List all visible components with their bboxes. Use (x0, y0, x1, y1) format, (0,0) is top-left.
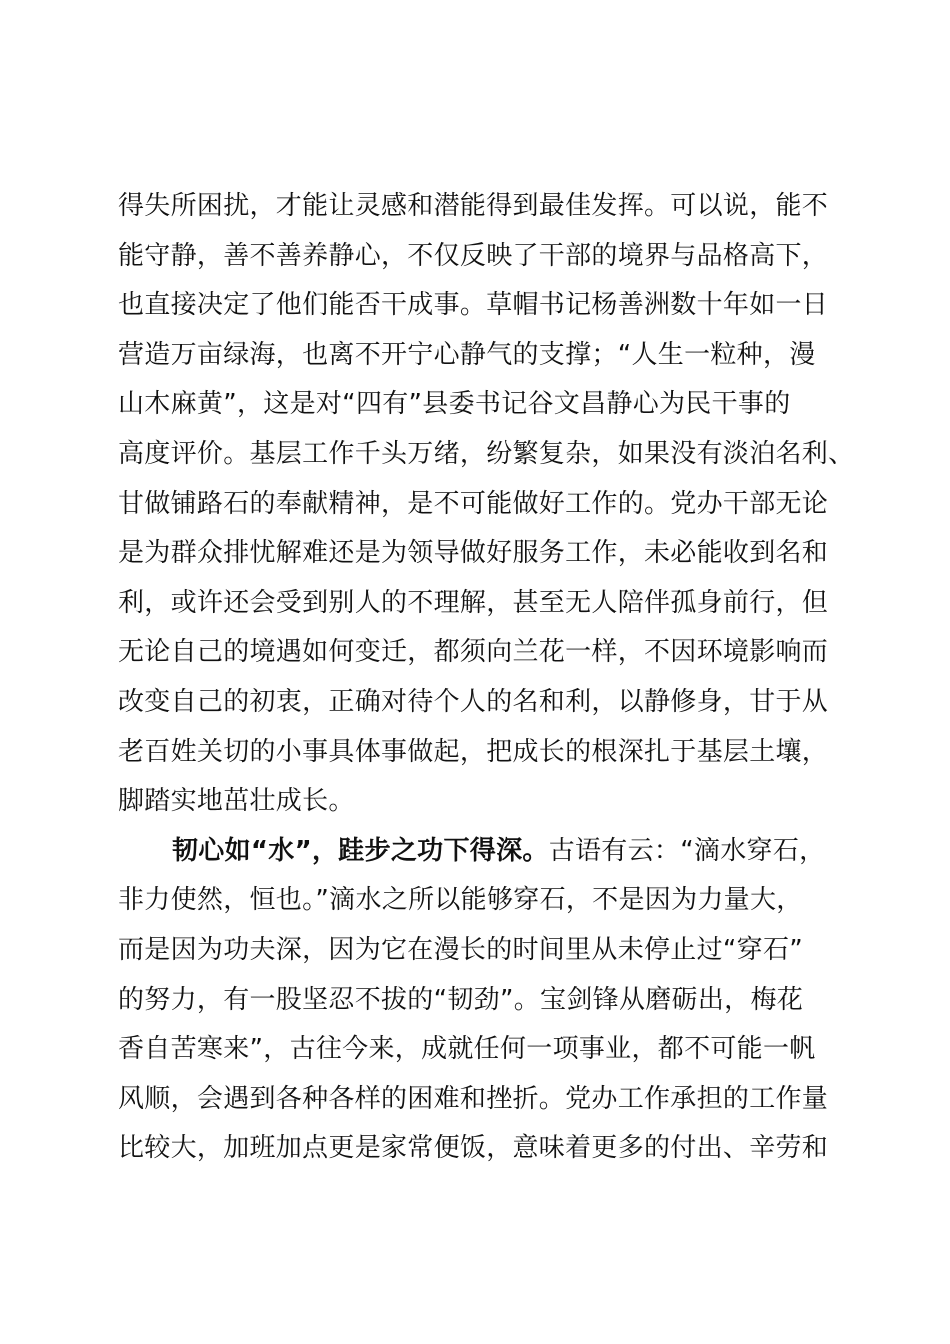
text-line: 高度评价。基层工作千头万绪，纷繁复杂，如果没有淡泊名利、 (118, 438, 855, 469)
text-line: 的努力，有一股坚忍不拔的“韧劲”。宝剑锋从磨砺出，梅花 (118, 984, 804, 1015)
text-line: 风顺，会遇到各种各样的困难和挫折。党办工作承担的工作量 (118, 1083, 829, 1114)
text-line: 是为群众排忧解难还是为领导做好服务工作，未必能收到名和 (118, 538, 829, 569)
text-line: 脚踏实地茁壮成长。 (118, 786, 355, 817)
text-line: 改变自己的初衷，正确对待个人的名和利，以静修身，甘于从 (118, 686, 829, 717)
text-line: 香自苦寒来”，古往今来，成就任何一项事业，都不可能一帆 (118, 1034, 816, 1065)
text-line: 山木麻黄”，这是对“四有”县委书记谷文昌静心为民干事的 (118, 389, 791, 420)
body-text (118, 182, 855, 1174)
text-line: 也直接决定了他们能否干成事。草帽书记杨善洲数十年如一日 (118, 290, 829, 321)
text-line: 老百姓关切的小事具体事做起，把成长的根深扎于基层土壤， (118, 736, 829, 767)
text-line: 无论自己的境遇如何变迁，都须向兰花一样，不因环境影响而 (118, 637, 829, 668)
text-line: 甘做铺路石的奉献精神，是不可能做好工作的。党办干部无论 (118, 488, 829, 519)
text-line: 利，或许还会受到别人的不理解，甚至无人陪伴孤身前行，但 (118, 587, 829, 618)
paragraph-heading-rest: 古语有云：“滴水穿石， (548, 835, 826, 866)
text-line: 能守静，善不善养静心，不仅反映了干部的境界与品格高下， (118, 240, 829, 271)
text-line: 得失所困扰，才能让灵感和潜能得到最佳发挥。可以说，能不 (118, 191, 829, 221)
text-line: 非力使然，恒也。”滴水之所以能够穿石，不是因为力量大， (118, 885, 803, 916)
text-line: 而是因为功夫深，因为它在漫长的时间里从未停止过“穿石” (118, 934, 804, 965)
paragraph-heading-line (118, 827, 838, 877)
text-line: 比较大，加班加点更是家常便饭，意味着更多的付出、辛劳和 (118, 1133, 829, 1164)
text-line: 营造万亩绿海，也离不开宁心静气的支撑；“人生一粒种，漫 (118, 339, 816, 370)
paragraph-heading: 韧心如“水”，跬步之功下得深。 (172, 835, 549, 866)
